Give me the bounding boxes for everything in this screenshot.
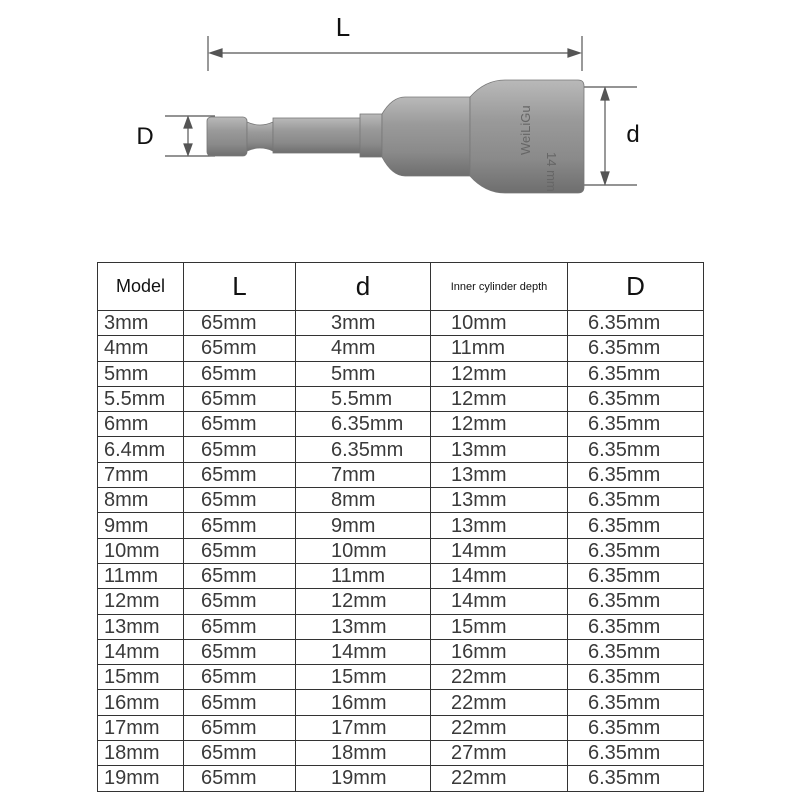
cell-depth: 14mm (431, 538, 568, 563)
header-L: L (184, 263, 296, 311)
cell-drive-size: 11mm (296, 563, 431, 588)
cell-drive-size: 6.35mm (296, 412, 431, 437)
socket-bit-diagram (0, 0, 800, 240)
engraving-size: 14 mm (544, 152, 559, 192)
cell-drive-size: 4mm (296, 336, 431, 361)
cell-model: 4mm (98, 336, 184, 361)
cell-shank: 6.35mm (568, 488, 704, 513)
cell-model: 18mm (98, 741, 184, 766)
label-d: d (626, 121, 640, 148)
cell-shank: 6.35mm (568, 639, 704, 664)
cell-model: 19mm (98, 766, 184, 791)
table-row (98, 766, 704, 791)
cell-shank: 6.35mm (568, 311, 704, 336)
table-row (98, 614, 704, 639)
cell-depth: 12mm (431, 361, 568, 386)
cell-length: 65mm (184, 715, 296, 740)
cell-length: 65mm (184, 386, 296, 411)
cell-model: 16mm (98, 690, 184, 715)
cell-length: 65mm (184, 488, 296, 513)
cell-shank: 6.35mm (568, 412, 704, 437)
cell-model: 6mm (98, 412, 184, 437)
table-row (98, 336, 704, 361)
cell-length: 65mm (184, 311, 296, 336)
table-row (98, 311, 704, 336)
table-row (98, 513, 704, 538)
cell-length: 65mm (184, 336, 296, 361)
cell-model: 17mm (98, 715, 184, 740)
cell-model: 13mm (98, 614, 184, 639)
cell-drive-size: 18mm (296, 741, 431, 766)
cell-drive-size: 15mm (296, 665, 431, 690)
cell-model: 10mm (98, 538, 184, 563)
cell-length: 65mm (184, 766, 296, 791)
cell-length: 65mm (184, 361, 296, 386)
cell-length: 65mm (184, 589, 296, 614)
cell-drive-size: 8mm (296, 488, 431, 513)
cell-depth: 13mm (431, 513, 568, 538)
header-D: D (568, 263, 704, 311)
table-row (98, 437, 704, 462)
label-L: L (335, 12, 351, 42)
header-d: d (296, 263, 431, 311)
table-row (98, 741, 704, 766)
table-row (98, 412, 704, 437)
cell-depth: 16mm (431, 639, 568, 664)
cell-length: 65mm (184, 538, 296, 563)
cell-depth: 14mm (431, 589, 568, 614)
table-row (98, 361, 704, 386)
cell-depth: 15mm (431, 614, 568, 639)
cell-length: 65mm (184, 665, 296, 690)
cell-depth: 22mm (431, 665, 568, 690)
header-inner-cylinder-depth: Inner cylinder depth (431, 263, 568, 311)
cell-shank: 6.35mm (568, 563, 704, 588)
cell-shank: 6.35mm (568, 741, 704, 766)
cell-shank: 6.35mm (568, 462, 704, 487)
table-row (98, 665, 704, 690)
cell-shank: 6.35mm (568, 715, 704, 740)
cell-drive-size: 10mm (296, 538, 431, 563)
cell-depth: 22mm (431, 690, 568, 715)
spec-table (97, 262, 704, 792)
cell-length: 65mm (184, 563, 296, 588)
cell-shank: 6.35mm (568, 538, 704, 563)
cell-depth: 12mm (431, 386, 568, 411)
cell-depth: 22mm (431, 766, 568, 791)
cell-model: 12mm (98, 589, 184, 614)
cell-model: 3mm (98, 311, 184, 336)
cell-depth: 11mm (431, 336, 568, 361)
cell-drive-size: 17mm (296, 715, 431, 740)
table-row (98, 386, 704, 411)
cell-length: 65mm (184, 513, 296, 538)
cell-shank: 6.35mm (568, 513, 704, 538)
cell-model: 8mm (98, 488, 184, 513)
cell-length: 65mm (184, 462, 296, 487)
cell-length: 65mm (184, 614, 296, 639)
cell-model: 15mm (98, 665, 184, 690)
cell-shank: 6.35mm (568, 589, 704, 614)
cell-depth: 13mm (431, 437, 568, 462)
cell-depth: 13mm (431, 488, 568, 513)
cell-shank: 6.35mm (568, 665, 704, 690)
cell-shank: 6.35mm (568, 386, 704, 411)
cell-model: 5mm (98, 361, 184, 386)
cell-drive-size: 14mm (296, 639, 431, 664)
cell-drive-size: 13mm (296, 614, 431, 639)
cell-depth: 13mm (431, 462, 568, 487)
table-row (98, 690, 704, 715)
dimension-L (208, 36, 582, 71)
cell-drive-size: 19mm (296, 766, 431, 791)
cell-model: 9mm (98, 513, 184, 538)
cell-shank: 6.35mm (568, 437, 704, 462)
table-row (98, 488, 704, 513)
cell-model: 11mm (98, 563, 184, 588)
cell-depth: 12mm (431, 412, 568, 437)
cell-shank: 6.35mm (568, 690, 704, 715)
cell-depth: 22mm (431, 715, 568, 740)
table-row (98, 462, 704, 487)
cell-model: 6.4mm (98, 437, 184, 462)
cell-length: 65mm (184, 690, 296, 715)
cell-drive-size: 3mm (296, 311, 431, 336)
cell-shank: 6.35mm (568, 336, 704, 361)
cell-drive-size: 5.5mm (296, 386, 431, 411)
table-row (98, 563, 704, 588)
header-model: Model (98, 263, 184, 311)
cell-length: 65mm (184, 437, 296, 462)
cell-drive-size: 7mm (296, 462, 431, 487)
cell-length: 65mm (184, 639, 296, 664)
cell-shank: 6.35mm (568, 361, 704, 386)
cell-drive-size: 12mm (296, 589, 431, 614)
cell-shank: 6.35mm (568, 766, 704, 791)
table-row (98, 715, 704, 740)
cell-depth: 14mm (431, 563, 568, 588)
label-D: D (136, 123, 154, 150)
cell-drive-size: 9mm (296, 513, 431, 538)
engraving-brand: WeiLiGu (518, 105, 533, 155)
cell-drive-size: 6.35mm (296, 437, 431, 462)
cell-depth: 27mm (431, 741, 568, 766)
table-row (98, 639, 704, 664)
socket-bit-image (207, 80, 584, 193)
cell-drive-size: 16mm (296, 690, 431, 715)
cell-model: 5.5mm (98, 386, 184, 411)
cell-model: 14mm (98, 639, 184, 664)
cell-shank: 6.35mm (568, 614, 704, 639)
cell-model: 7mm (98, 462, 184, 487)
table-row (98, 589, 704, 614)
cell-length: 65mm (184, 412, 296, 437)
cell-drive-size: 5mm (296, 361, 431, 386)
cell-length: 65mm (184, 741, 296, 766)
table-header-row (98, 263, 704, 311)
table-row (98, 538, 704, 563)
cell-depth: 10mm (431, 311, 568, 336)
